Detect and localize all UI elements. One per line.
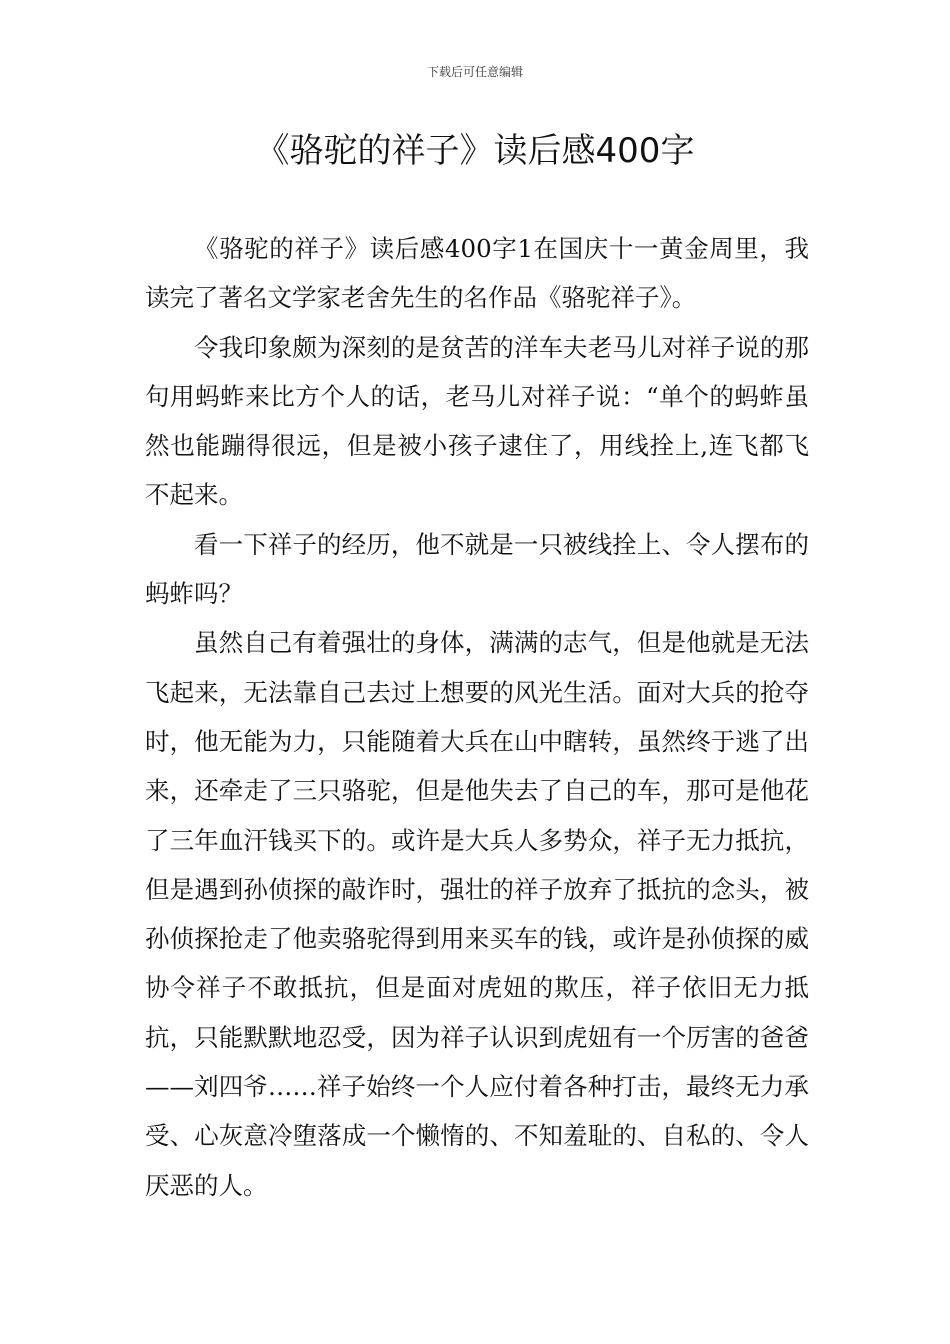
paragraph: 虽然自己有着强壮的身体，满满的志气，但是他就是无法飞起来，无法靠自己去过上想要的风光生活。面对大兵的抢夺时，他无能为力，只能随着大兵在山中瞎转，虽然终于逃了出来，还牵走了三只骆驼，但是他失去了自己的车，那可是他花了三年血汗钱买下的。或许是大兵人多势众，祥子无力抵抗，但是遇到孙侦探的敲诈时，强壮的祥子放弃了抵抗的念头，被孙侦探抢走了他卖骆驼得到用来买车的钱，或许是孙侦探的威协令祥子不敢抵抗，但是面对虎妞的欺压，祥子依旧无力抵抗，只能默默地忍受，因为祥子认识到虎妞有一个厉害的爸爸——刘四爷……祥子始终一个人应付着各种打击，最终无力承受、心灰意冷堕落成一个懒惰的、不知羞耻的、自私的、令人厌恶的人。 <box>145 628 809 1200</box>
paragraph: 令我印象颇为深刻的是贫苦的洋车夫老马儿对祥子说的那句用蚂蚱来比方个人的话，老马儿对祥子说：“单个的蚂蚱虽然也能蹦得很远，但是被小孩子逮住了，用线拴上,连飞都飞不起来。 <box>145 332 809 510</box>
paragraph: 看一下祥子的经历，他不就是一只被线拴上、令人摆布的蚂蚱吗？ <box>145 529 809 609</box>
header-note: 下载后可任意编辑 <box>426 65 523 79</box>
document-body <box>145 224 809 1210</box>
paragraph: 《骆驼的祥子》读后感400字1在国庆十一黄金周里，我读完了著名文学家老舍先生的名作品《骆驼祥子》。 <box>145 234 809 313</box>
document-title: 《骆驼的祥子》读后感400字 <box>255 131 695 171</box>
